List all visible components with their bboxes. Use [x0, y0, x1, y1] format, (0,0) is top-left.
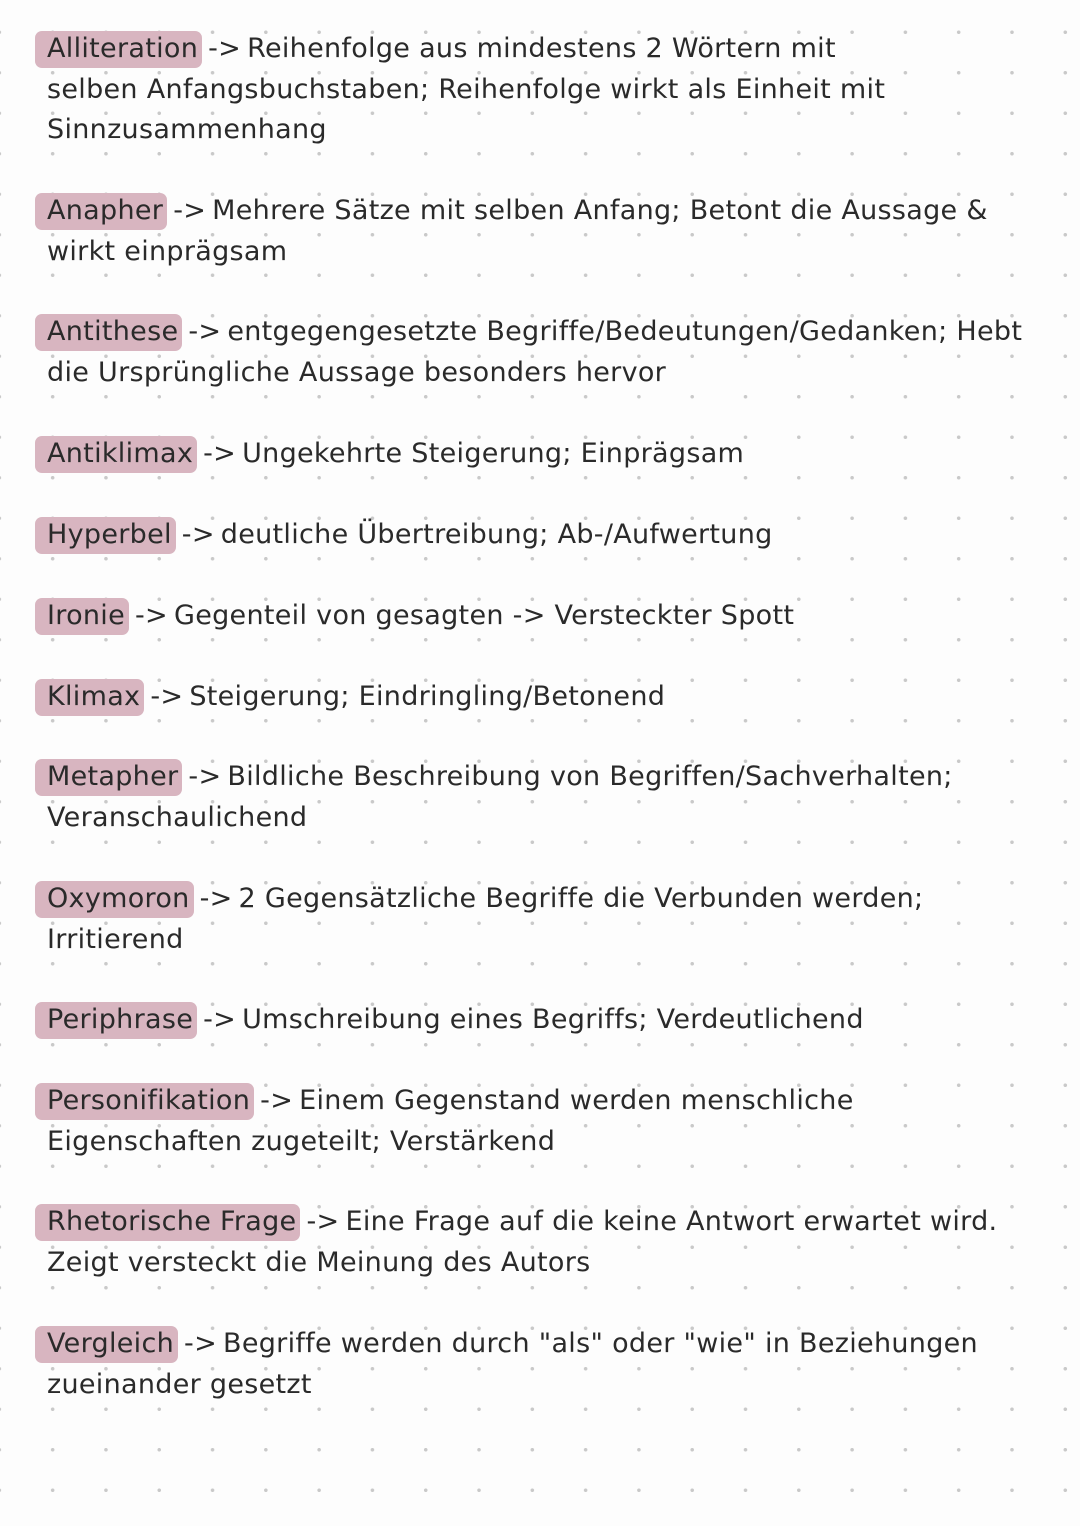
- definition: Gegenteil von gesagten -> Versteckter Spott: [173, 600, 795, 631]
- entry-vergleich: [47, 1324, 1037, 1405]
- entry-rhetorische-frage: [47, 1202, 1037, 1283]
- term-highlight: Metapher: [35, 759, 182, 796]
- term-highlight: Personifikation: [35, 1083, 254, 1120]
- term-highlight: Antiklimax: [35, 436, 197, 473]
- term-highlight: Anapher: [35, 193, 167, 230]
- term-highlight: Rhetorische Frage: [35, 1204, 300, 1241]
- term-highlight: Vergleich: [35, 1326, 178, 1363]
- definition: deutliche Übertreibung; Ab-/Aufwertung: [220, 519, 773, 550]
- definition: Reihenfolge aus mindestens 2 Wörtern mit selben Anfangsbuchstaben; Reihenfolge wirkt als Einheit mit Sinnzusammenhang: [47, 33, 886, 145]
- entry-periphrase: [47, 1000, 1037, 1041]
- definition: Umschreibung eines Begriffs; Verdeutlichend: [242, 1004, 864, 1035]
- definition: Begriffe werden durch "als" oder "wie" in Beziehungen zueinander gesetzt: [47, 1328, 978, 1400]
- definition: Mehrere Sätze mit selben Anfang; Betont die Aussage & wirkt einprägsam: [47, 195, 988, 267]
- entry-antiklimax: [47, 434, 1037, 475]
- term-highlight: Antithese: [35, 314, 182, 351]
- entry-alliteration: [47, 29, 917, 151]
- arrow: ->: [203, 1004, 237, 1035]
- entry-ironie: [47, 596, 1037, 637]
- definition: entgegengesetzte Begriffe/Bedeutungen/Gedanken; Hebt die Ursprüngliche Aussage besonders hervor: [47, 316, 1023, 388]
- definition: 2 Gegensätzliche Begriffe die Verbunden werden; Irritierend: [47, 883, 924, 955]
- entry-oxymoron: [47, 879, 1037, 960]
- entry-metapher: [47, 757, 1037, 838]
- arrow: ->: [188, 761, 222, 792]
- term-highlight: Periphrase: [35, 1002, 197, 1039]
- entry-hyperbel: [47, 515, 1037, 556]
- entry-antithese: [47, 312, 1037, 393]
- definition: Einem Gegenstand werden menschliche Eigenschaften zugeteilt; Verstärkend: [47, 1085, 854, 1157]
- definition: Bildliche Beschreibung von Begriffen/Sachverhalten; Veranschaulichend: [47, 761, 953, 833]
- arrow: ->: [306, 1206, 340, 1237]
- arrow: ->: [260, 1085, 294, 1116]
- entry-personifikation: [47, 1081, 1037, 1162]
- definition: Steigerung; Eindringling/Betonend: [189, 681, 666, 712]
- arrow: ->: [188, 316, 222, 347]
- term-highlight: Oxymoron: [35, 881, 194, 918]
- arrow: ->: [135, 600, 168, 631]
- term-highlight: Ironie: [35, 598, 129, 635]
- arrow: ->: [199, 883, 233, 914]
- definition: Eine Frage auf die keine Antwort erwartet wird. Zeigt versteckt die Meinung des Autors: [47, 1206, 998, 1278]
- definition: Ungekehrte Steigerung; Einprägsam: [242, 438, 745, 469]
- term-highlight: Alliteration: [35, 31, 202, 68]
- entry-anapher: [47, 191, 1037, 272]
- term-highlight: Klimax: [35, 679, 144, 716]
- entry-klimax: [47, 677, 1037, 718]
- term-highlight: Hyperbel: [35, 517, 176, 554]
- arrow: ->: [184, 1328, 217, 1359]
- arrow: ->: [173, 195, 207, 226]
- arrow: ->: [208, 33, 242, 64]
- arrow: ->: [203, 438, 237, 469]
- arrow: ->: [181, 519, 215, 550]
- arrow: ->: [150, 681, 184, 712]
